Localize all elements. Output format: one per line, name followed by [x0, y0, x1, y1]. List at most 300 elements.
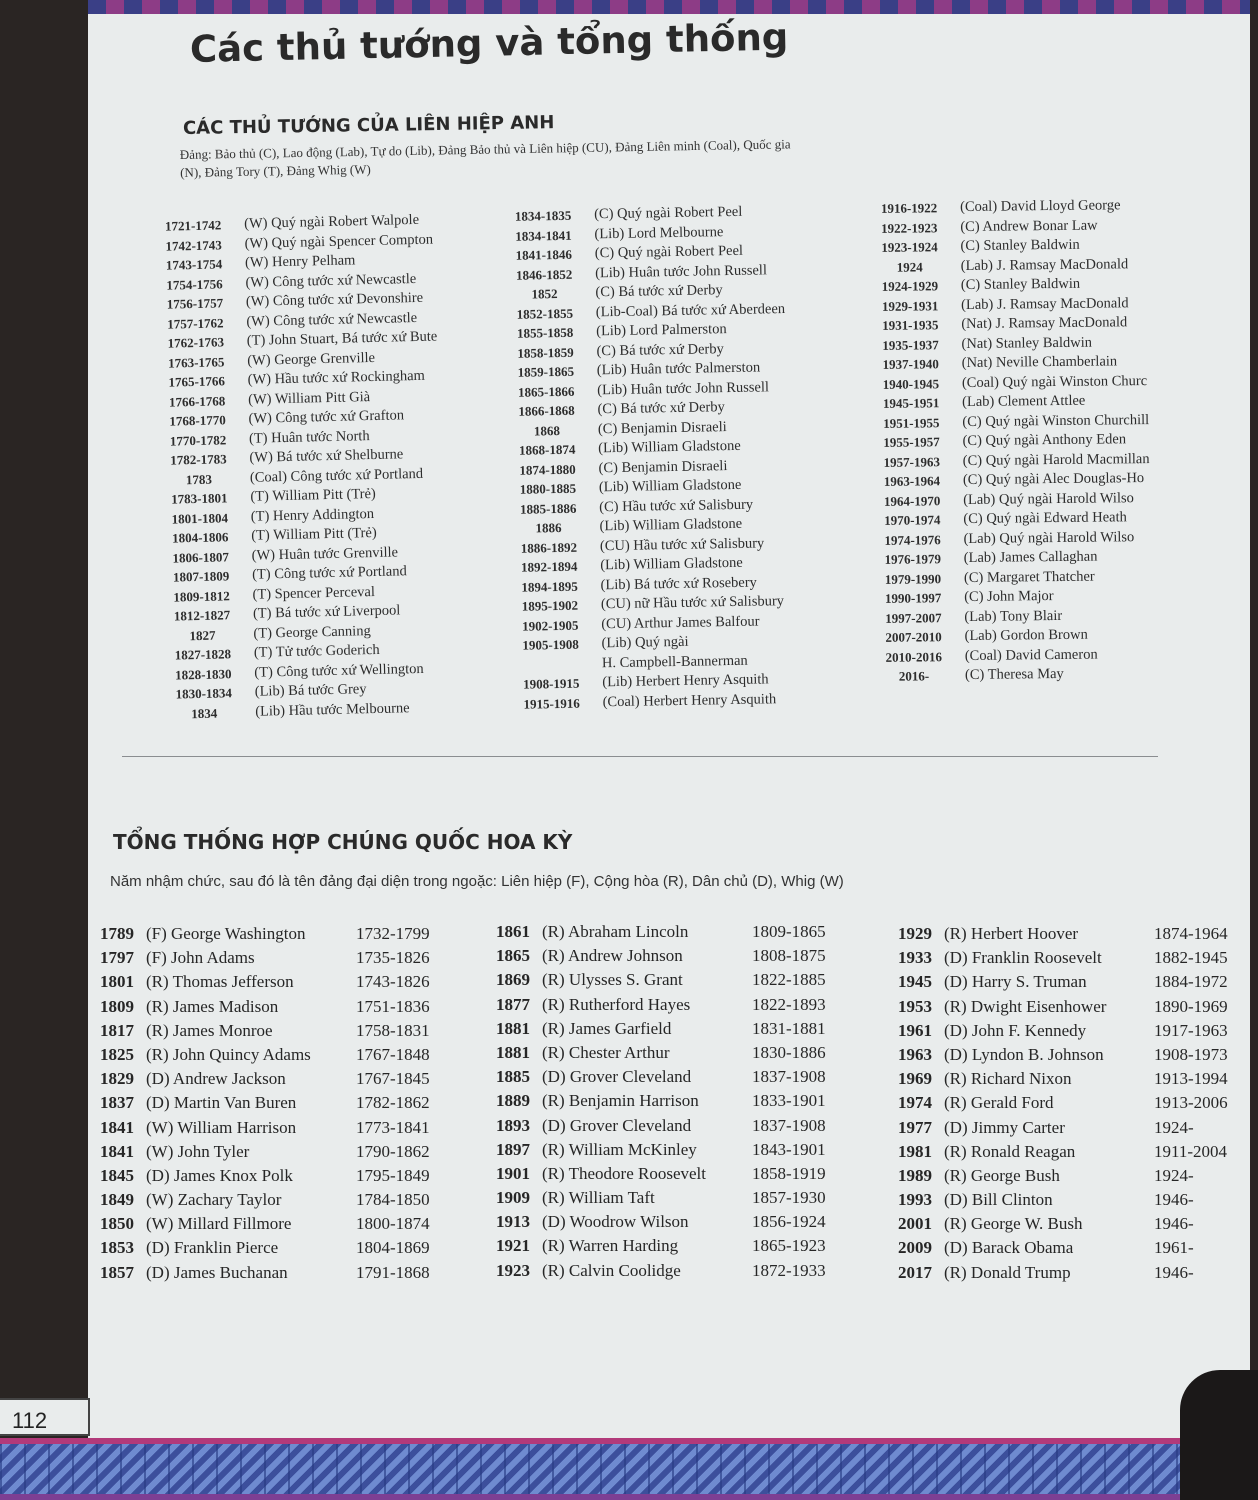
- us-party-legend: Năm nhậm chức, sau đó là tên đảng đại diện trong ngoặc: Liên hiệp (F), Cộng hòa (R), Dân chủ (D), Whig (W): [110, 873, 844, 890]
- uk-pm-years: 2010-2016: [885, 648, 943, 665]
- us-president-name: (D) John F. Kennedy: [944, 1020, 1087, 1040]
- uk-pm-years: 1945-1951: [882, 395, 940, 411]
- us-president-row: [484, 1236, 854, 1260]
- us-president-name: (R) George W. Bush: [944, 1214, 1083, 1234]
- us-president-name: (D) James Buchanan: [146, 1262, 288, 1282]
- uk-pm-row: [871, 664, 1221, 687]
- us-president-row: [88, 1045, 458, 1069]
- uk-pm-years: 1895-1902: [521, 597, 579, 614]
- us-president-row: [886, 1021, 1256, 1045]
- uk-pm-name: (Lib) William Gladstone: [598, 437, 741, 457]
- us-president-year: 1913: [496, 1212, 530, 1232]
- uk-pm-years: 1929-1931: [881, 297, 939, 314]
- uk-pm-name: (Lab) Gordon Brown: [964, 626, 1088, 644]
- uk-pm-years: 1905-1908: [522, 636, 579, 653]
- uk-pm-name: (Lib) William Gladstone: [598, 476, 742, 496]
- us-president-lifespan: 1946-: [1154, 1190, 1194, 1210]
- uk-pm-years: 1868-1874: [518, 441, 576, 458]
- uk-pm-name: (C) Quý ngài Robert Peel: [593, 203, 743, 223]
- us-president-row: [88, 1166, 458, 1190]
- uk-pm-name: (W) Quý ngài Spencer Compton: [244, 231, 434, 252]
- uk-pm-years: 1770-1782: [169, 431, 227, 449]
- uk-pm-years: 1852-1855: [516, 305, 574, 322]
- uk-pm-years: 1874-1880: [519, 461, 576, 478]
- top-decorative-band: [88, 0, 1250, 14]
- uk-pm-years: 1865-1866: [517, 383, 575, 400]
- us-president-row: [88, 1214, 458, 1238]
- us-president-name: (D) Woodrow Wilson: [542, 1212, 689, 1232]
- us-president-name: (R) Ronald Reagan: [944, 1141, 1076, 1161]
- us-president-lifespan: 1822-1893: [752, 994, 826, 1014]
- uk-pm-name: (T) Henry Addington: [250, 505, 375, 525]
- us-president-row: [886, 1214, 1256, 1238]
- us-president-name: (R) Abraham Lincoln: [542, 922, 689, 941]
- us-president-row: [886, 924, 1256, 948]
- uk-pm-years: 1827-1828: [174, 646, 232, 663]
- us-president-year: 1953: [898, 996, 932, 1016]
- uk-pm-years: 1757-1762: [167, 314, 224, 332]
- us-president-lifespan: 1858-1919: [752, 1163, 826, 1183]
- us-president-name: (D) Franklin Pierce: [146, 1238, 279, 1258]
- us-president-lifespan: 1913-2006: [1154, 1093, 1228, 1113]
- us-president-row: [88, 1190, 458, 1214]
- us-president-name: (R) Richard Nixon: [944, 1069, 1072, 1089]
- uk-pm-years: 1859-1865: [517, 363, 575, 380]
- uk-pm-name: (Lab) Quý ngài Harold Wilso: [963, 528, 1135, 547]
- uk-pm-years: 1743-1754: [165, 256, 223, 273]
- us-president-year: 1877: [496, 994, 530, 1014]
- us-president-lifespan: 1872-1933: [752, 1260, 826, 1280]
- us-president-lifespan: 1773-1841: [356, 1117, 430, 1137]
- us-president-year: 1909: [496, 1188, 530, 1208]
- uk-pm-years: 1846-1852: [515, 266, 573, 283]
- uk-pm-years: 1886: [535, 519, 562, 536]
- us-president-year: 1801: [100, 972, 134, 992]
- us-president-row: [484, 1261, 854, 1285]
- uk-pm-years: 1935-1937: [882, 336, 939, 353]
- us-president-year: 1945: [898, 972, 932, 992]
- us-president-lifespan: 1865-1923: [752, 1236, 826, 1256]
- us-president-lifespan: 1735-1826: [356, 948, 430, 968]
- us-president-row: [484, 1164, 854, 1188]
- uk-pm-name: (Coal) David Lloyd George: [959, 197, 1121, 216]
- page-title: Các thủ tướng và tổng thống: [189, 15, 789, 71]
- uk-pm-years: 1880-1885: [519, 480, 577, 497]
- us-president-lifespan: 1795-1849: [356, 1165, 430, 1185]
- us-president-name: (D) Barack Obama: [944, 1238, 1074, 1258]
- uk-pm-name: (W) Công tước xứ Devonshire: [245, 289, 424, 310]
- uk-pm-years: 1742-1743: [165, 236, 222, 254]
- us-president-year: 1849: [100, 1190, 134, 1210]
- us-president-row: [886, 1263, 1256, 1287]
- uk-pm-name: (Lab) Clement Attlee: [962, 392, 1086, 411]
- uk-pm-years: 1812-1827: [173, 607, 231, 624]
- uk-pm-years: 1974-1976: [884, 531, 941, 548]
- us-president-name: (W) Zachary Taylor: [146, 1190, 282, 1210]
- uk-pm-years: 2016-: [898, 668, 930, 684]
- us-president-lifespan: 1751-1836: [356, 996, 430, 1016]
- uk-pm-years: 1955-1957: [883, 434, 940, 450]
- us-president-year: 1861: [496, 922, 530, 941]
- us-president-lifespan: 1837-1908: [752, 1115, 826, 1135]
- uk-pm-name: (C) Quý ngài Anthony Eden: [962, 431, 1127, 450]
- uk-pm-years: 1964-1970: [883, 492, 941, 509]
- uk-pm-years: 1886-1892: [520, 539, 578, 556]
- us-section-heading: TỔNG THỐNG HỢP CHÚNG QUỐC HOA KỲ: [113, 830, 573, 854]
- uk-pm-years: 1801-1804: [171, 509, 229, 527]
- us-president-year: 1974: [898, 1093, 932, 1113]
- us-president-lifespan: 1809-1865: [752, 922, 826, 941]
- uk-pm-years: 1830-1834: [175, 685, 233, 702]
- us-president-row: [88, 1021, 458, 1045]
- uk-pm-name: (C) Quý ngài Robert Peel: [594, 242, 744, 262]
- us-president-row: [886, 1093, 1256, 1117]
- us-president-name: (D) Lyndon B. Johnson: [944, 1044, 1104, 1064]
- uk-pm-name: (C) Theresa May: [964, 665, 1064, 683]
- us-president-year: 1989: [898, 1165, 932, 1185]
- uk-pm-years: 1783: [185, 471, 213, 487]
- uk-pm-years: 1766-1768: [168, 392, 226, 410]
- uk-pm-name: (T) Công tước xứ Wellington: [254, 660, 424, 681]
- us-president-year: 2009: [898, 1238, 932, 1258]
- us-president-row: [88, 1142, 458, 1166]
- us-president-name: (R) Benjamin Harrison: [542, 1091, 699, 1111]
- uk-pm-years: 1902-1905: [521, 617, 579, 634]
- us-president-year: 1893: [496, 1115, 530, 1135]
- bottom-decorative-band: [0, 1438, 1258, 1500]
- uk-pm-name: (Nat) J. Ramsay MacDonald: [961, 314, 1128, 333]
- uk-pm-name: (T) Spencer Perceval: [252, 583, 376, 603]
- us-president-name: (D) Franklin Roosevelt: [944, 948, 1102, 968]
- uk-pm-name: (W) Bá tước xứ Shelburne: [249, 446, 404, 466]
- uk-pm-years: 1908-1915: [523, 675, 580, 692]
- us-president-lifespan: 1856-1924: [752, 1212, 826, 1232]
- uk-pm-years: 1828-1830: [175, 665, 232, 683]
- uk-pm-name: (Lib-Coal) Bá tước xứ Aberdeen: [595, 300, 786, 320]
- us-president-year: 1829: [100, 1069, 134, 1089]
- uk-pm-name: (T) Bá tước xứ Liverpool: [252, 602, 401, 622]
- us-president-lifespan: 1946-: [1154, 1262, 1194, 1282]
- us-president-row: [484, 946, 854, 970]
- us-president-year: 1921: [496, 1236, 530, 1256]
- us-president-lifespan: 1804-1869: [356, 1238, 430, 1258]
- us-president-year: 1841: [100, 1141, 134, 1161]
- uk-pm-years: 1916-1922: [880, 200, 938, 216]
- uk-pm-name: (W) Henry Pelham: [244, 252, 356, 271]
- us-president-lifespan: 1743-1826: [356, 972, 430, 992]
- uk-pm-name: (C) Quý ngài Alec Douglas-Ho: [962, 470, 1145, 488]
- us-president-row: [484, 1043, 854, 1067]
- uk-pm-years: 1756-1757: [166, 295, 224, 312]
- uk-pm-name: (CU) nữ Hầu tước xứ Salisbury: [600, 593, 785, 613]
- uk-pm-name: (Coal) Công tước xứ Portland: [249, 465, 424, 486]
- us-president-year: 1929: [898, 924, 932, 943]
- us-president-year: 1850: [100, 1214, 134, 1234]
- uk-pm-name: (Coal) David Cameron: [964, 646, 1098, 664]
- us-president-year: 1817: [100, 1020, 134, 1040]
- us-president-lifespan: 1782-1862: [356, 1093, 430, 1113]
- us-president-year: 1865: [496, 946, 530, 966]
- us-president-name: (R) Chester Arthur: [542, 1042, 670, 1062]
- uk-pm-name: (C) Quý ngài Harold Macmillan: [962, 450, 1150, 469]
- uk-pm-years: 1979-1990: [884, 570, 942, 587]
- uk-pm-name: (CU) Arthur James Balfour: [601, 613, 760, 632]
- us-president-name: (F) George Washington: [146, 924, 306, 943]
- us-president-row: [484, 1067, 854, 1091]
- uk-pm-name: (Lib) Bá tước xứ Rosebery: [600, 574, 757, 593]
- us-president-lifespan: 1831-1881: [752, 1018, 826, 1038]
- uk-pm-years: 1923-1924: [881, 239, 938, 255]
- uk-pm-name: (Nat) Stanley Baldwin: [961, 334, 1093, 352]
- uk-pm-name: (C) Hầu tước xứ Salisbury: [599, 496, 754, 515]
- uk-pm-years: 1937-1940: [882, 356, 939, 372]
- uk-pm-years: 1894-1895: [521, 578, 578, 595]
- us-president-name: (D) Jimmy Carter: [944, 1117, 1065, 1137]
- us-president-lifespan: 1790-1862: [356, 1141, 430, 1161]
- band-edge: [0, 1494, 1258, 1500]
- us-president-name: (D) Martin Van Buren: [146, 1093, 297, 1113]
- uk-pm-years: 1940-1945: [882, 375, 940, 392]
- us-president-row: [484, 922, 854, 946]
- us-president-row: [484, 1019, 854, 1043]
- us-president-lifespan: 1908-1973: [1154, 1044, 1228, 1064]
- us-president-lifespan: 1857-1930: [752, 1188, 826, 1208]
- uk-pm-name: (Lab) James Callaghan: [963, 548, 1098, 566]
- us-president-lifespan: 1830-1886: [752, 1042, 826, 1062]
- us-president-lifespan: 1911-2004: [1154, 1141, 1228, 1161]
- us-president-lifespan: 1800-1874: [356, 1214, 430, 1234]
- uk-pm-years: 1957-1963: [883, 453, 940, 470]
- us-president-name: (R) Ulysses S. Grant: [542, 970, 683, 990]
- us-president-name: (D) Bill Clinton: [944, 1190, 1053, 1210]
- us-president-row: [484, 1116, 854, 1140]
- us-president-lifespan: 1946-: [1154, 1214, 1194, 1234]
- us-president-row: [88, 1093, 458, 1117]
- us-president-name: (R) Gerald Ford: [944, 1093, 1054, 1113]
- uk-pm-name: (Lib) Huân tước Palmerston: [596, 359, 761, 379]
- us-column-2: [484, 922, 854, 1285]
- us-president-row: [886, 948, 1256, 972]
- uk-pm-name: (T) Huân tước North: [248, 427, 370, 447]
- us-president-name: (R) Warren Harding: [542, 1236, 679, 1256]
- uk-pm-years: 1783-1801: [171, 490, 228, 507]
- us-column-1: [88, 924, 458, 1287]
- us-president-row: [88, 948, 458, 972]
- us-president-row: [886, 1166, 1256, 1190]
- us-president-year: 1857: [100, 1262, 134, 1282]
- uk-column-2: [500, 202, 859, 715]
- uk-pm-years: 1922-1923: [881, 219, 938, 236]
- us-president-lifespan: 1961-: [1154, 1238, 1194, 1258]
- uk-pm-years: 1852: [531, 286, 558, 302]
- background-object: [1180, 1370, 1258, 1500]
- uk-pm-years: 1765-1766: [168, 373, 226, 390]
- us-president-lifespan: 1882-1945: [1154, 948, 1228, 968]
- uk-pm-years: 1931-1935: [882, 317, 939, 333]
- us-president-year: 1901: [496, 1163, 530, 1183]
- section-divider: [122, 756, 1158, 757]
- us-president-lifespan: 1732-1799: [356, 924, 430, 943]
- us-president-row: [484, 1188, 854, 1212]
- us-president-lifespan: 1874-1964: [1154, 924, 1228, 943]
- us-president-row: [886, 1190, 1256, 1214]
- us-president-row: [88, 997, 458, 1021]
- uk-pm-name: (T) John Stuart, Bá tước xứ Bute: [246, 328, 438, 349]
- us-president-row: [88, 1238, 458, 1262]
- us-president-row: [484, 1091, 854, 1115]
- us-president-year: 1837: [100, 1093, 134, 1113]
- us-president-year: 1977: [898, 1117, 932, 1137]
- us-president-name: (R) Rutherford Hayes: [542, 994, 691, 1014]
- uk-pm-name: (C) Benjamin Disraeli: [597, 418, 727, 437]
- us-president-lifespan: 1822-1885: [752, 970, 826, 990]
- uk-pm-years: 1963-1964: [883, 473, 941, 489]
- uk-pm-years: 1866-1868: [518, 402, 575, 419]
- uk-pm-years: 1762-1763: [167, 334, 225, 351]
- uk-pm-name: (T) Công tước xứ Portland: [251, 563, 407, 583]
- us-president-lifespan: 1767-1848: [356, 1044, 430, 1064]
- uk-pm-name: (C) Bá tước xứ Derby: [596, 340, 724, 359]
- uk-pm-years: 1858-1859: [517, 344, 574, 361]
- us-president-year: 1933: [898, 948, 932, 968]
- uk-pm-name: H. Campbell-Bannerman: [601, 652, 748, 671]
- us-president-name: (R) William McKinley: [542, 1139, 697, 1159]
- us-president-year: 2001: [898, 1214, 932, 1234]
- uk-pm-years: 2007-2010: [885, 629, 942, 645]
- uk-pm-name: (W) Công tước xứ Newcastle: [246, 309, 418, 330]
- us-president-year: 1969: [898, 1069, 932, 1089]
- uk-pm-name: (C) John Major: [964, 588, 1054, 605]
- us-president-lifespan: 1913-1994: [1154, 1069, 1228, 1089]
- uk-pm-years: 1834-1841: [515, 227, 572, 244]
- us-president-year: 1853: [100, 1238, 134, 1258]
- us-president-row: [484, 970, 854, 994]
- uk-pm-name: (CU) Hầu tước xứ Salisbury: [599, 534, 765, 554]
- uk-pm-name: (Nat) Neville Chamberlain: [961, 353, 1118, 372]
- us-president-name: (R) Thomas Jefferson: [146, 972, 294, 992]
- us-president-lifespan: 1843-1901: [752, 1139, 826, 1159]
- uk-pm-name: (T) George Canning: [253, 622, 371, 642]
- uk-pm-years: 1807-1809: [172, 568, 230, 585]
- uk-pm-years: 1754-1756: [166, 275, 223, 293]
- us-president-lifespan: 1784-1850: [356, 1190, 430, 1210]
- uk-pm-years: 1763-1765: [167, 353, 225, 371]
- uk-pm-name: (Lib) Lord Palmerston: [596, 321, 727, 340]
- us-president-name: (W) John Tyler: [146, 1141, 250, 1161]
- uk-section-heading: CÁC THỦ TƯỚNG CỦA LIÊN HIỆP ANH: [182, 112, 555, 139]
- us-president-lifespan: 1833-1901: [752, 1091, 826, 1111]
- uk-pm-name: (T) William Pitt (Trẻ): [250, 485, 376, 505]
- uk-pm-name: (Lib) William Gladstone: [599, 515, 743, 535]
- uk-pm-name: (W) Hầu tước xứ Rockingham: [247, 367, 426, 388]
- us-president-name: (W) William Harrison: [146, 1117, 297, 1137]
- us-president-row: [886, 1118, 1256, 1142]
- us-president-name: (R) Theodore Roosevelt: [542, 1163, 706, 1183]
- us-president-year: 1809: [100, 996, 134, 1016]
- us-president-year: 1881: [496, 1018, 530, 1038]
- uk-column-3: [866, 196, 1221, 687]
- us-president-name: (D) Grover Cleveland: [542, 1067, 692, 1087]
- us-president-row: [484, 1212, 854, 1236]
- uk-pm-name: (Lib) Hầu tước Melbourne: [255, 699, 410, 720]
- us-president-name: (W) Millard Fillmore: [146, 1214, 292, 1234]
- us-president-lifespan: 1791-1868: [356, 1262, 430, 1282]
- us-president-row: [886, 1142, 1256, 1166]
- uk-column-1: [150, 210, 501, 725]
- uk-pm-name: (C) Bá tước xứ Derby: [595, 282, 723, 301]
- uk-pm-years: 1915-1916: [523, 695, 580, 712]
- uk-pm-years: 1834-1835: [514, 207, 572, 224]
- uk-pm-years: 1924: [896, 258, 923, 275]
- uk-pm-name: (Coal) Herbert Henry Asquith: [602, 690, 777, 710]
- us-president-name: (R) James Monroe: [146, 1020, 273, 1040]
- us-president-name: (R) Herbert Hoover: [944, 924, 1079, 943]
- us-president-year: 1825: [100, 1044, 134, 1064]
- uk-pm-name: (W) Quý ngài Robert Walpole: [243, 211, 420, 232]
- uk-pm-years: 1827: [189, 627, 216, 643]
- uk-pm-name: (W) George Grenville: [247, 349, 376, 369]
- uk-pm-name: (C) Stanley Baldwin: [960, 275, 1081, 294]
- uk-pm-name: (C) Quý ngài Edward Heath: [963, 509, 1127, 527]
- us-president-name: (D) James Knox Polk: [146, 1165, 293, 1185]
- uk-pm-years: 1924-1929: [881, 278, 939, 294]
- us-president-year: 1897: [496, 1139, 530, 1159]
- uk-pm-name: (Lib) Bá tước Grey: [254, 681, 367, 700]
- us-president-name: (R) Andrew Johnson: [542, 946, 683, 966]
- us-president-row: [88, 1118, 458, 1142]
- uk-pm-name: (Lab) J. Ramsay MacDonald: [960, 255, 1129, 274]
- us-president-year: 1889: [496, 1091, 530, 1111]
- us-president-year: 2017: [898, 1262, 932, 1282]
- uk-pm-years: 1892-1894: [520, 558, 578, 575]
- uk-pm-name: (Lab) Tony Blair: [964, 607, 1063, 625]
- us-president-row: [886, 972, 1256, 996]
- uk-pm-name: (Lib) Huân tước John Russell: [595, 261, 768, 281]
- us-president-lifespan: 1767-1845: [356, 1069, 430, 1089]
- uk-pm-name: (W) Công tước xứ Newcastle: [245, 270, 417, 291]
- us-president-lifespan: 1758-1831: [356, 1020, 430, 1040]
- uk-pm-name: (Lab) Quý ngài Harold Wilso: [963, 489, 1134, 508]
- uk-pm-name: (C) Andrew Bonar Law: [960, 217, 1098, 235]
- uk-pm-name: (W) Công tước xứ Grafton: [248, 407, 405, 427]
- us-president-name: (D) Grover Cleveland: [542, 1115, 692, 1135]
- uk-pm-name: (Lib) Herbert Henry Asquith: [602, 671, 769, 691]
- uk-pm-years: 1855-1858: [516, 324, 574, 341]
- us-president-year: 1881: [496, 1042, 530, 1062]
- us-president-year: 1963: [898, 1044, 932, 1064]
- uk-pm-years: [508, 655, 594, 676]
- uk-pm-name: (T) Tử tước Goderich: [253, 641, 380, 661]
- us-president-name: (R) Donald Trump: [944, 1262, 1071, 1282]
- us-president-name: (R) James Madison: [146, 996, 279, 1016]
- us-president-name: (R) William Taft: [542, 1188, 655, 1208]
- uk-pm-years: 1885-1886: [519, 500, 577, 517]
- us-president-year: 1789: [100, 924, 134, 943]
- uk-pm-name: (T) William Pitt (Trẻ): [251, 524, 377, 544]
- uk-pm-years: 1834: [191, 705, 218, 721]
- us-president-name: (D) Andrew Jackson: [146, 1069, 286, 1089]
- us-president-year: 1961: [898, 1020, 932, 1040]
- us-president-year: 1797: [100, 948, 134, 968]
- uk-pm-name: (C) Benjamin Disraeli: [598, 457, 728, 476]
- uk-pm-name: (Lib) Quý ngài: [601, 633, 689, 652]
- uk-pm-name: (W) Huân tước Grenville: [251, 543, 399, 564]
- us-president-row: [88, 972, 458, 996]
- us-president-year: 1885: [496, 1067, 530, 1087]
- uk-pm-years: 1804-1806: [171, 529, 229, 546]
- us-president-lifespan: 1808-1875: [752, 946, 826, 966]
- us-column-3: [886, 924, 1256, 1287]
